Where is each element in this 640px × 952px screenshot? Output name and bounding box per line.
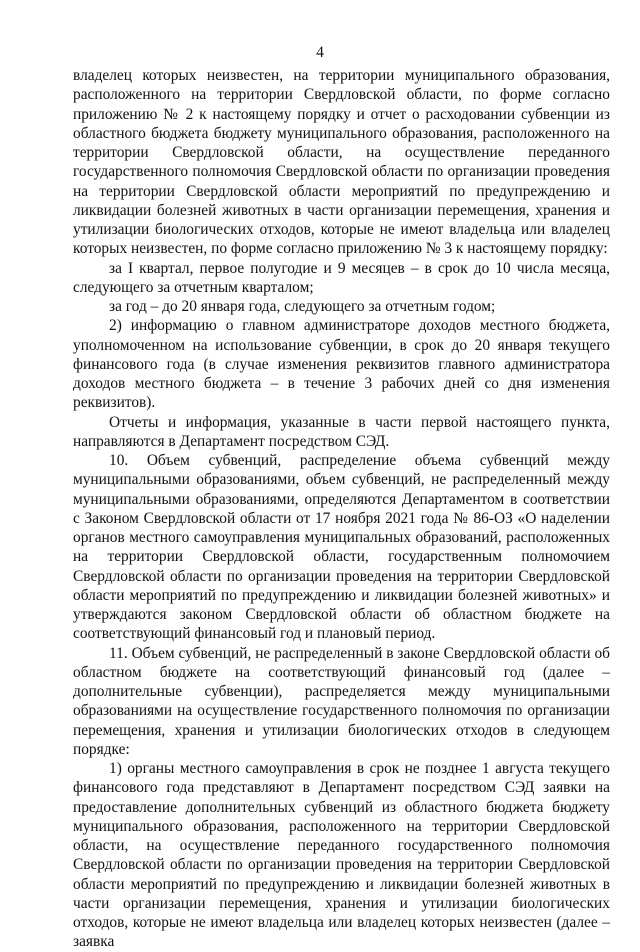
page-number: 4: [316, 44, 324, 61]
document-body: [73, 66, 610, 952]
paragraph-point-10: 10. Объем субвенций, распределение объема субвенций между муниципальными образованиями, объем субвенций, не распределенный между муниципальными образованиями, определяются Департаментом в соответствии с Законом Свердловской области от 17 ноября 2021 года № 86-ОЗ «О наделении органов местного самоуправления муниципальных образований, расположенных на территории Свердловской области, государственным полномочием Свердловской области по организации проведения на территории Свердловской области мероприятий по предупреждению и ликвидации болезней животных» и утверждаются законом Свердловской области об областном бюджете на соответствующий финансовый год и плановый период.: [73, 452, 610, 643]
paragraph-item-2: 2) информацию о главном администраторе доходов местного бюджета, уполномоченном на использование субвенции, в срок до 20 января текущего финансового года (в случае изменения реквизитов главного администратора доходов местного бюджета – в течение 3 рабочих дней со дня изменения реквизитов).: [73, 317, 610, 412]
paragraph-reports-sent: Отчеты и информация, указанные в части первой настоящего пункта, направляются в Департамент посредством СЭД.: [73, 413, 610, 450]
paragraph-continuation: владелец которых неизвестен, на территории муниципального образования, расположенного на территории Свердловской области, по форме согласно приложению № 2 к настоящему порядку и отчет о расходовании субвенции из областного бюджета бюджету муниципального образования, расположенного на территории Свердловской области, на осуществление переданного государственного полномочия Свердловской области по организации проведения на территории Свердловской области мероприятий по предупреждению и ликвидации болезней животных в части организации перемещения, хранения и утилизации биологических отходов, которые не имеют владельца или владелец которых неизвестен, по форме согласно приложению № 3 к настоящему порядку:: [73, 67, 610, 258]
paragraph-annual-deadline: за год – до 20 января года, следующего за отчетным годом;: [109, 298, 496, 315]
paragraph-quarterly-deadline: за I квартал, первое полугодие и 9 месяцев – в срок до 10 числа месяца, следующего за отчетным кварталом;: [73, 259, 610, 296]
paragraph-point-11: 11. Объем субвенций, не распределенный в законе Свердловской области об областном бюджете на соответствующий финансовый год (далее – дополнительные субвенции), распределяется между муниципальными образованиями на осуществление государственного полномочия по организации перемещения, хранения и утилизации биологических отходов в следующем порядке:: [73, 644, 610, 758]
paragraph-point-11-item-1: 1) органы местного самоуправления в срок не позднее 1 августа текущего финансового года представляют в Департамент посредством СЭД заявки на предоставление дополнительных субвенций из областного бюджета бюджету муниципального образования, расположенного на территории Свердловской области, на осуществление переданного государственного полномочия Свердловской области по организации проведения на территории Свердловской области мероприятий по предупреждению и ликвидации болезней животных в части организации перемещения, хранения и утилизации биологических отходов, которые не имеют владельца или владелец которых неизвестен (далее – заявка: [73, 760, 610, 951]
